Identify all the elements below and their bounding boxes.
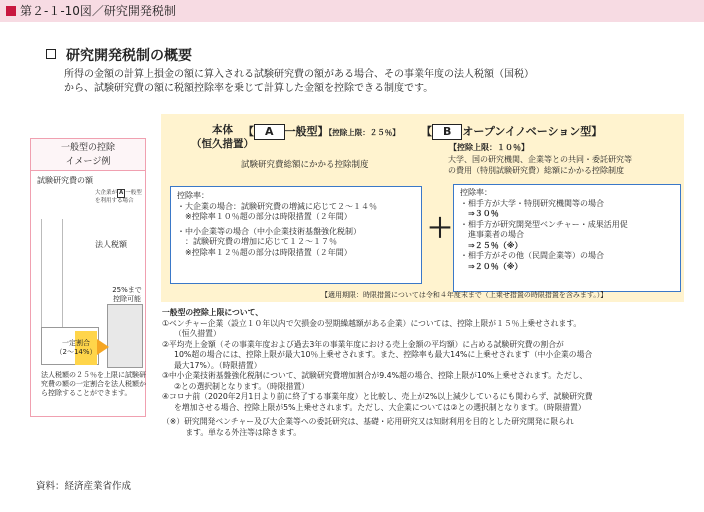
rd-cost-label: 試験研究費の額 — [37, 176, 93, 185]
application-period-note: 【適用期限：時限措置については令和４年度末まで（上乗せ措置の時限措置を含みます。）】 — [321, 291, 608, 299]
image-example-panel — [30, 138, 146, 417]
type-b-desc-2: の費用（特別試験研究費）総額にかかる控除制度 — [448, 166, 624, 175]
large-company-note — [95, 189, 145, 205]
type-b-name: オープンイノベーション型】 — [462, 125, 603, 138]
note-item: ③中小企業技術基盤強化税制について、試験研究費増加割合が9.4%超の場合、控除上限が10%上乗せされます。ただし、 — [162, 371, 588, 380]
panel-title-2: イメージ例 — [65, 157, 111, 167]
a-rate-line: ※控除率１０％超の部分は時限措置（２年間） — [177, 212, 352, 221]
body-title-1: 本体 — [212, 124, 233, 136]
b-rate-line: ・相手方が大学・特別研究機関等の場合 — [460, 198, 604, 208]
a-rate-line: ・大企業の場合：試験研究費の増減に応じて２～１４％ — [177, 201, 377, 211]
type-a-bracket: 【 — [243, 125, 254, 138]
figure-title: 第２-１-10図／研究開発税制 — [20, 4, 176, 18]
note-item: 10%超の場合には、控除上限が最大10％上乗せされます。また、控除率も最大14%に上乗せされます（中小企業の場合 — [174, 350, 593, 359]
type-b-bracket: 【 — [421, 125, 432, 138]
image-example-title — [31, 139, 145, 171]
header-marker — [6, 6, 16, 16]
b-rate-line: ⇒２５％（※） — [460, 240, 523, 250]
panel-description: 法人税額の２５％を上限に試験研究費の額の一定割合を法人税額から控除することができます。 — [41, 371, 146, 397]
ratio-line-1: 一定割合 — [62, 339, 90, 347]
note-item: ②との選択制となります。（時限措置） — [174, 381, 310, 391]
type-b-rate-box — [453, 184, 681, 292]
type-b-letter: B — [432, 124, 462, 140]
note-item: ④コロナ前（2020年2月1日より前に終了する事業年度）と比較し、売上が2%以上減少しているにも関わらず、試験研究費 — [162, 392, 593, 401]
intro-text — [64, 68, 684, 96]
type-a-letter: A — [254, 124, 285, 140]
main-panel — [161, 114, 684, 302]
b-rate-line: ・相手方がその他（民間企業等）の場合 — [460, 251, 604, 260]
type-a-description: 試験研究費総額にかかる控除制度 — [241, 160, 369, 170]
section-title — [46, 47, 192, 65]
intro-line-1: 所得の金額の計算上損金の額に算入される試験研究費の額がある場合、その事業年度の法人税額（国税） — [64, 69, 534, 80]
rd-cost-bar — [41, 219, 63, 327]
ratio-line-2: （2〜14%） — [55, 348, 97, 356]
limit-label — [107, 286, 147, 304]
type-b-description — [448, 154, 668, 176]
a-rate-line: ※控除率１２％超の部分は時限措置（２年間） — [177, 247, 352, 257]
a-rate-line: 控除率： — [177, 191, 209, 200]
type-a-rate-box — [170, 186, 422, 284]
square-bullet-icon — [46, 49, 56, 59]
panel-title-1: 一般型の控除 — [60, 143, 115, 153]
note-item: ②平均売上金額（その事業年度および過去3年の事業年度における売上金額の平均額）に占める試験研究費の割合が — [162, 339, 564, 349]
a-rate-line: ：試験研究費の増加に応じて１２～１７％ — [177, 237, 337, 246]
b-rate-line: ・相手方が研究開発型ベンチャー・成果活用促 — [460, 219, 628, 229]
deduction-limit-notes — [162, 308, 682, 438]
type-a-title — [243, 124, 400, 140]
type-b-limit: 【控除上限：１０％】 — [449, 143, 529, 152]
type-b-title — [421, 124, 602, 140]
figure-header — [0, 0, 704, 22]
b-rate-line: ⇒２０％（※） — [460, 261, 523, 271]
note-text-1: 大企業が — [95, 190, 118, 196]
section-title-text: 研究開発税制の概要 — [66, 48, 192, 64]
tax-label: 法人税額 — [95, 240, 127, 249]
body-title-2: （恒久措置） — [191, 138, 254, 150]
type-a-limit: 【控除上限：２５％】 — [328, 128, 400, 137]
b-rate-line: 控除率： — [460, 188, 492, 197]
note-text-1b: 一般型 — [125, 190, 142, 196]
a-rate-line: ・中小企業等の場合（中小企業技術基盤強化税制） — [177, 226, 361, 236]
type-a-name: 一般型】 — [284, 125, 329, 138]
note-text-2: を利用する場合 — [95, 198, 134, 204]
plus-icon: ＋ — [427, 214, 454, 244]
note-item: （恒久措置） — [174, 329, 221, 338]
tax-bar — [107, 304, 143, 368]
footnote: ます。単なる外注等は除きます。 — [162, 427, 302, 437]
b-rate-line: 進事業者の場合 — [460, 230, 524, 239]
limit-line-1: 25%まで — [112, 286, 142, 294]
intro-line-2: から、試験研究費の額に税額控除率を乗じて計算した金額を控除できる制度です。 — [64, 83, 434, 94]
source-note: 資料：経済産業省作成 — [36, 481, 132, 492]
footnote: （※）研究開発ベンチャー及び大企業等への委託研究は、基礎・応用研究又は知財利用を目的とした研究開発に限られ — [162, 417, 574, 426]
note-item: を増加させる場合、控除上限が5%上乗せされます。ただし、大企業については②との選択制となります。（時限措置） — [174, 402, 586, 412]
limit-line-2: 控除可能 — [113, 295, 141, 303]
note-letter-a: A — [119, 190, 124, 196]
notes-heading: 一般型の控除上限について、 — [162, 308, 264, 317]
note-item: 最大17%）。（時限措置） — [174, 360, 262, 370]
type-b-desc-1: 大学、国の研究機関、企業等との共同・委託研究等 — [448, 155, 632, 164]
b-rate-line: ⇒３０％ — [460, 209, 499, 218]
note-item: ①ベンチャー企業（設立１０年以内で欠損金の翌期繰越額がある企業）については、控除上限が１５％上乗せされます。 — [162, 318, 582, 328]
ratio-label — [41, 339, 111, 357]
